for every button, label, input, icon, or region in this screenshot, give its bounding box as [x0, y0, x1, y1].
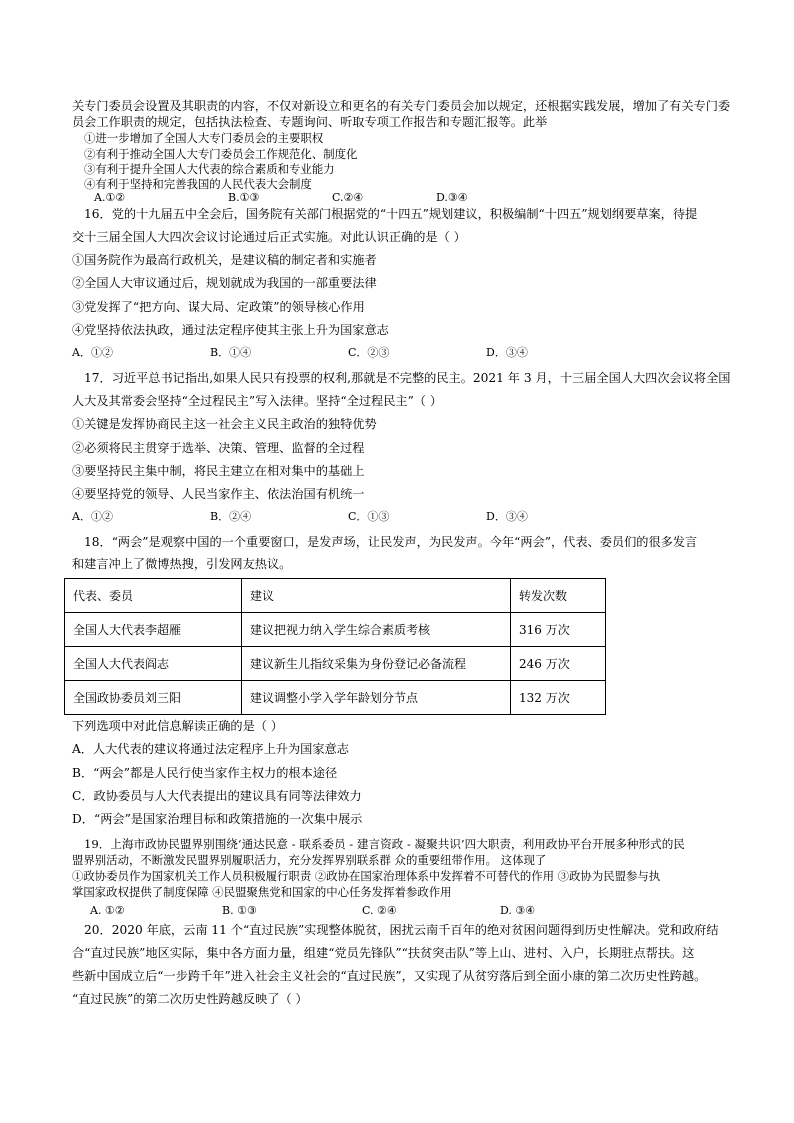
q20-line-2: 合“直过民族”地区实际，集中各方面力量，组建“党员先锋队”“扶贫突击队”等上山、进村、入户，长期驻点帮扶。这 — [72, 946, 695, 960]
q17-item-2: ②必须将民主贯穿于选举、决策、管理、监督的全过程 — [72, 441, 365, 455]
table-row — [65, 613, 606, 647]
intro-line-1: 关专门委员会设置及其职责的内容，不仅对新设立和更名的有关专门委员会加以规定，还根据实践发展，增加了有关专门委 — [72, 99, 731, 113]
q18-ask: 下列选项中对此信息解读正确的是（ ） — [72, 719, 284, 733]
q17-item-1: ①关键是发挥协商民主这一社会主义民主政治的独特优势 — [72, 417, 377, 431]
table-cell: 建议新生儿指纹采集为身份登记必备流程 — [242, 647, 511, 681]
table-cell: 全国人大代表李超雁 — [65, 613, 242, 647]
table-header-cell: 建议 — [242, 579, 511, 613]
table-cell: 建议调整小学入学年龄划分节点 — [242, 681, 511, 715]
q16-choice-b: B．①④ — [210, 346, 252, 359]
intro-item-4: ④有利于坚持和完善我国的人民代表大会制度 — [84, 177, 312, 191]
table-cell: 全国人大代表阎志 — [65, 647, 242, 681]
table-cell: 246 万次 — [511, 647, 606, 681]
q19-choice-c: C. ②④ — [362, 904, 397, 917]
q18-option-c: C．政协委员与人大代表提出的建议具有同等法律效力 — [72, 789, 362, 803]
q17-stem-1: 17．习近平总书记指出,如果人民只有投票的权利,那就是不完整的民主。2021 年 3 月，十三届全国人大四次会议将全国 — [84, 371, 731, 385]
q16-choice-a: A．①② — [72, 346, 113, 359]
q16-item-2: ②全国人大审议通过后，规划就成为我国的一部重要法律 — [72, 276, 377, 290]
q18-table — [64, 578, 606, 715]
table-header-cell: 代表、委员 — [65, 579, 242, 613]
table-cell: 132 万次 — [511, 681, 606, 715]
q16-choice-c: C．②③ — [348, 346, 390, 359]
table-header-cell: 转发次数 — [511, 579, 606, 613]
q18-stem-1: 18．“两会”是观察中国的一个重要窗口，是发声场，让民发声，为民发声。今年“两会”，代表、委员们的很多发言 — [84, 535, 698, 549]
q17-choice-d: D．③④ — [486, 510, 528, 523]
q18-stem-2: 和建言冲上了微博热搜，引发网友热议。 — [72, 557, 292, 571]
intro-choice-b: B.①③ — [228, 191, 260, 204]
q16-item-4: ④党坚持依法执政，通过法定程序使其主张上升为国家意志 — [72, 323, 389, 337]
q19-items-line-2: 掌国家政权提供了制度保障 ④民盟聚焦党和国家的中心任务发挥着参政作用 — [72, 885, 452, 899]
q16-choice-d: D．③④ — [486, 346, 528, 359]
q16-stem-1: 16．党的十九届五中全会后，国务院有关部门根据党的“十四五”规划建议，积极编制“十四五”规划纲要草案，待提 — [84, 207, 698, 221]
q18-option-d: D．“两会”是国家治理目标和政策措施的一次集中展示 — [72, 812, 363, 826]
q16-stem-2: 交十三届全国人大四次会议讨论通过后正式实施。对此认识正确的是（ ） — [72, 230, 466, 244]
q17-choice-c: C．①③ — [348, 510, 390, 523]
table-cell: 316 万次 — [511, 613, 606, 647]
table-row — [65, 681, 606, 715]
table-row — [65, 647, 606, 681]
q19-choice-b: B. ①③ — [222, 904, 257, 917]
q18-option-b: B．“两会”都是人民行使当家作主权力的根本途径 — [72, 766, 338, 780]
intro-item-2: ②有利于推动全国人大专门委员会工作规范化、制度化 — [84, 147, 358, 161]
q17-choice-b: B．②④ — [210, 510, 252, 523]
q19-choice-d: D. ③④ — [500, 904, 536, 917]
intro-choice-d: D.③④ — [436, 191, 468, 204]
intro-choice-c: C.②④ — [332, 191, 364, 204]
q19-choice-a: A. ①② — [90, 904, 125, 917]
q19-stem-2: 盟界别活动，不断激发民盟界别履职活力，充分发挥界别联系群 众的重要纽带作用。 这体现了 — [72, 853, 547, 867]
q19-stem-1: 19．上海市政协民盟界别围绕‘通达民意 - 联系委员 - 建言资政 - 凝聚共识’四大职责，利用政协平台开展多种形式的民 — [84, 837, 685, 851]
q20-line-1: 20．2020 年底，云南 11 个“直过民族”实现整体脱贫，困扰云南千百年的绝对贫困问题得到历史性解决。党和政府结 — [84, 923, 719, 937]
intro-line-2: 员会工作职责的规定，包括执法检查、专题询问、听取专项工作报告和专题汇报等。此举 — [72, 115, 548, 129]
table-header-row — [65, 579, 606, 613]
intro-choice-a: A.①② — [94, 191, 126, 204]
q17-stem-2: 人大及其常委会坚持“全过程民主”写入法律。坚持“全过程民主”（ ） — [72, 394, 443, 408]
q20-line-3: 些新中国成立后“一步跨千年”进入社会主义社会的“直过民族”，又实现了从贫穷落后到全面小康的第二次历史性跨越。 — [72, 969, 707, 983]
q19-items-line-1: ①政协委员作为国家机关工作人员积极履行职责 ②政协在国家治理体系中发挥着不可替代的作用 ③政协为民盟参与执 — [72, 869, 661, 883]
q16-item-3: ③党发挥了“把方向、谋大局、定政策”的领导核心作用 — [72, 300, 365, 314]
table-cell: 建议把视力纳入学生综合素质考核 — [242, 613, 511, 647]
intro-item-3: ③有利于提升全国人大代表的综合素质和专业能力 — [84, 162, 335, 176]
table-cell: 全国政协委员刘三阳 — [65, 681, 242, 715]
q17-item-4: ④要坚持党的领导、人民当家作主、依法治国有机统一 — [72, 487, 365, 501]
q16-item-1: ①国务院作为最高行政机关，是建议稿的制定者和实施者 — [72, 253, 377, 267]
q20-line-4: “直过民族”的第二次历史性跨越反映了（ ） — [72, 992, 308, 1006]
q17-item-3: ③要坚持民主集中制，将民主建立在相对集中的基础上 — [72, 464, 365, 478]
intro-item-1: ①进一步增加了全国人大专门委员会的主要职权 — [84, 131, 324, 145]
q17-choice-a: A．①② — [72, 510, 113, 523]
q18-option-a: A．人大代表的建议将通过法定程序上升为国家意志 — [72, 742, 349, 756]
